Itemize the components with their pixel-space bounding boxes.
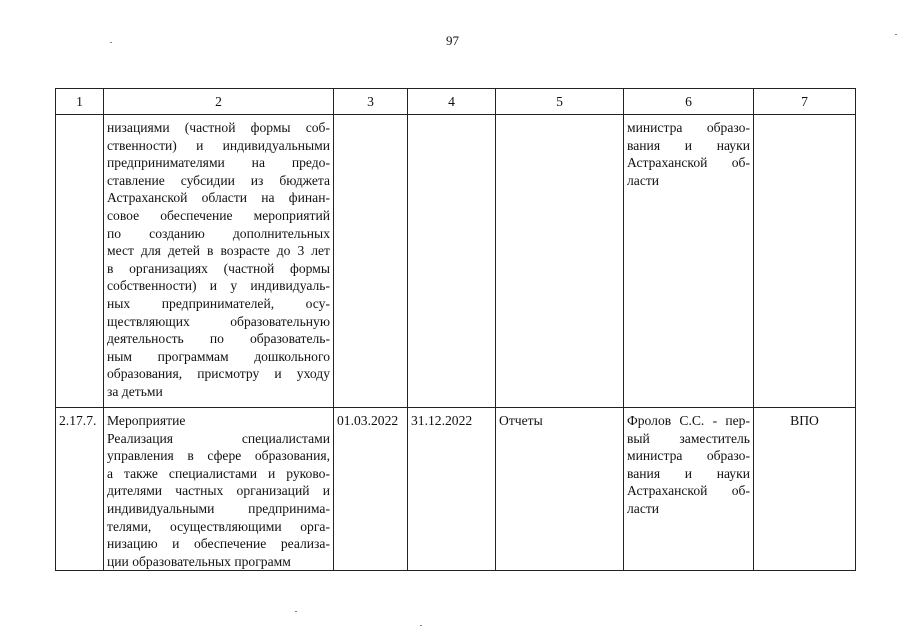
description-cell <box>104 408 334 571</box>
column-header: 4 <box>408 89 496 115</box>
column-header: 6 <box>624 89 754 115</box>
text-line: в организациях (частной формы <box>107 260 330 276</box>
executor-cell <box>754 115 856 408</box>
text-line: образования, присмотру и уходу <box>107 366 330 382</box>
start-date-cell: 01.03.2022 <box>334 408 408 571</box>
text-line: деятельность по образователь- <box>107 331 330 347</box>
scan-speck <box>420 625 422 626</box>
text-line: телями, осуществляющими орга- <box>107 518 330 534</box>
scan-speck <box>110 42 112 43</box>
table-header-row <box>56 89 856 115</box>
text-line: ласти <box>627 500 660 516</box>
responsible-lines <box>627 119 750 189</box>
text-line: Реализация специалистами <box>107 430 330 446</box>
end-date-cell <box>408 115 496 408</box>
responsible-cell <box>624 115 754 408</box>
text-line: министра образо- <box>627 120 750 135</box>
column-header: 1 <box>56 89 104 115</box>
scan-speck <box>895 34 897 35</box>
text-line: низациями (частной формы соб- <box>107 120 330 135</box>
column-header: 3 <box>334 89 408 115</box>
text-line: вания и науки <box>627 465 750 481</box>
text-line: Фролов С.С. - пер- <box>627 413 750 428</box>
result-cell <box>496 115 624 408</box>
description-cell <box>104 115 334 408</box>
text-line: вания и науки <box>627 137 750 153</box>
responsible-cell <box>624 408 754 571</box>
scan-speck <box>295 611 297 612</box>
executor-cell: ВПО <box>754 408 856 571</box>
text-line: собственности) и у индивидуаль- <box>107 278 330 294</box>
item-number-cell: 2.17.7. <box>56 408 104 571</box>
text-line: ственности) и индивидуальными <box>107 137 330 153</box>
text-line: по созданию дополнительных <box>107 225 330 241</box>
text-line: ласти <box>627 172 660 188</box>
item-number-cell <box>56 115 104 408</box>
column-header: 5 <box>496 89 624 115</box>
page-number: 97 <box>446 33 459 48</box>
end-date-cell: 31.12.2022 <box>408 408 496 571</box>
column-header: 2 <box>104 89 334 115</box>
text-line: ции образовательных программ <box>107 553 291 569</box>
text-line: ставление субсидии из бюджета <box>107 172 330 188</box>
text-line: Астраханской области на финан- <box>107 190 330 206</box>
description-lines <box>107 119 330 401</box>
text-line: ным программам дошкольного <box>107 348 330 364</box>
result-cell: Отчеты <box>496 408 624 571</box>
table-row <box>56 408 856 571</box>
text-line: за детьми <box>107 383 163 399</box>
responsible-lines <box>627 412 750 518</box>
text-line: Астраханской об- <box>627 483 750 499</box>
text-line: Астраханской об- <box>627 155 750 171</box>
start-date-cell <box>334 115 408 408</box>
text-line: а также специалистами и руково- <box>107 465 330 481</box>
text-line: совое обеспечение мероприятий <box>107 207 330 223</box>
text-line: предпринимателями на предо- <box>107 155 330 171</box>
table-row <box>56 115 856 408</box>
text-line: Мероприятие <box>107 413 186 428</box>
text-line: ных предпринимателей, осу- <box>107 295 330 311</box>
text-line: управления в сфере образования, <box>107 448 330 464</box>
description-lines <box>107 412 330 570</box>
text-line: низацию и обеспечение реализа- <box>107 536 330 552</box>
text-line: дителями частных организаций и <box>107 483 330 499</box>
text-line: министра образо- <box>627 448 750 464</box>
column-header: 7 <box>754 89 856 115</box>
text-line: вый заместитель <box>627 430 750 446</box>
text-line: ществляющих образовательную <box>107 313 330 329</box>
text-line: мест для детей в возрасте до 3 лет <box>107 243 330 259</box>
text-line: индивидуальными предпринима- <box>107 500 330 516</box>
plan-table <box>55 88 856 571</box>
